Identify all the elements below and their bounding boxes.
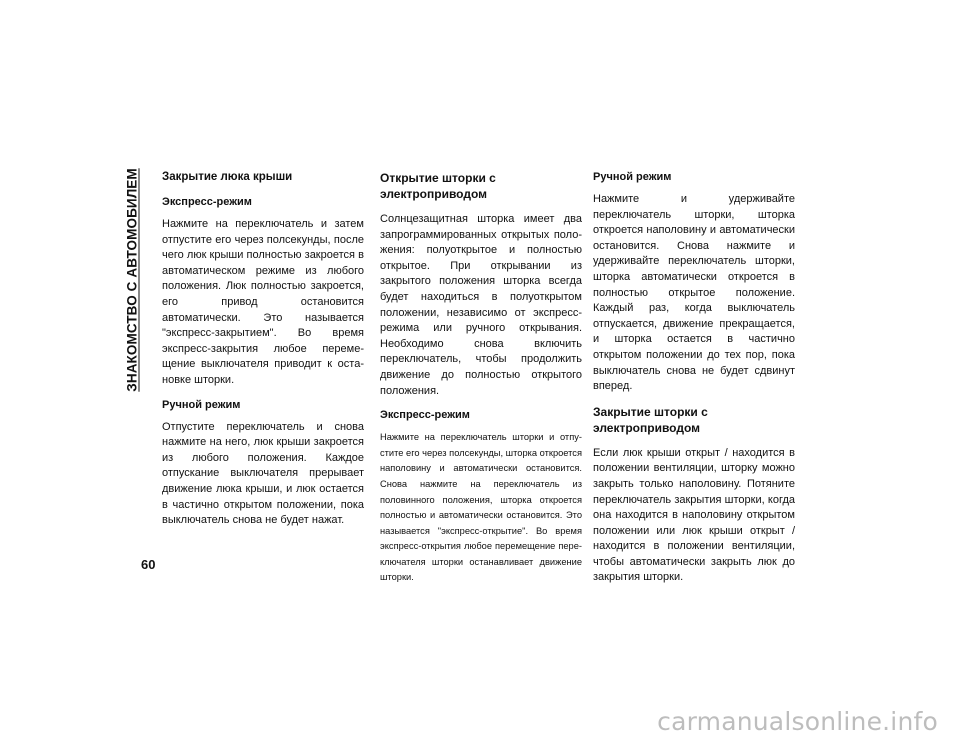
- paragraph-shade-manual: Нажмите и удерживайте переключатель шторки, шторка откроется наполовину и автоматически остановится. Снова нажмите и удерживайте переключатель шторки, шторка автоматически откроется в полностью открытое положение. Каждый раз, когда выключатель отпускается, движение прекращается, и шторка остается в частично открытом положении до тех пор, пока выключатель снова не будет сдвинут вперед.: [593, 193, 795, 393]
- paragraph-shade-closing: Если люк крыши открыт / находится в положении вентиляции, шторку можно закрыть только наполовину. Потяните переключатель закрытия шторки, когда она находится в наполовину открытом положении или люк крыши открыт / находится в положении вентиляции, чтобы автоматически закрыть люк до закрытия шторки.: [593, 446, 795, 584]
- page-number: 60: [141, 557, 156, 572]
- subheading-manual-mode: Ручной режим: [162, 398, 241, 411]
- paragraph-manual-close: Отпустите переключатель и снова нажмите на него, люк крыши закроется из любого положения. Каждое отпускание выключателя прерывает движение люка крыши, и люк остается в частично открытом положении, пока выключатель снова не будет нажат.: [162, 420, 364, 527]
- heading-sunroof-closing: Закрытие люка крыши: [162, 171, 293, 183]
- watermark-text: carmanualsonline.info: [657, 707, 938, 736]
- subheading-express-mode: Экспресс-режим: [380, 409, 470, 422]
- subheading-manual-mode: Ручной режим: [593, 171, 672, 183]
- column-1: [162, 170, 364, 538]
- section-side-tab: [120, 160, 144, 400]
- paragraph-express-close: Нажмите на переключатель и затем отпустите его через полсекунды, после чего люк крыши полностью закроется в автоматическом режиме из любого положения. Люк полностью закроется, его привод остановится автоматически. Это называется "экспресс-закрытием". Во время экспресс-закрытия любое перемещение выключателя приводит к остановке шторки.: [162, 218, 364, 386]
- section-title-vertical: ЗНАКОМСТВО С АВТОМОБИЛЕМ: [124, 168, 140, 392]
- column-2: [380, 170, 582, 595]
- subheading-express-mode: Экспресс-режим: [162, 196, 252, 208]
- column-3: [593, 170, 795, 595]
- heading-shade-opening: Открытие шторки с электроприводом: [380, 171, 496, 201]
- paragraph-shade-positions: Солнцезащитная шторка имеет два запрограммированных открытых положения: полуоткрытое и полностью открытое. При открывании из закрытого положения шторка всегда будет находиться в полуоткрытом положении, независимо от экспресс-режима или ручного открывания. Необходимо снова включить переключатель, чтобы продолжить движение до полностью открытого положения.: [380, 213, 582, 397]
- paragraph-shade-express: Нажмите на переключатель шторки и отпустите его через полсекунды, шторка откроется наполовину и автоматически остановится. Снова нажмите на переключатель из половинного положения, шторка откроется полностью и автоматически остановится. Это называется "экспресс-открытие". Во время экспресс-открытия любое перемещение переключателя шторки останавливает движение шторки.: [380, 432, 582, 583]
- heading-shade-closing: Закрытие шторки с электроприводом: [593, 404, 708, 435]
